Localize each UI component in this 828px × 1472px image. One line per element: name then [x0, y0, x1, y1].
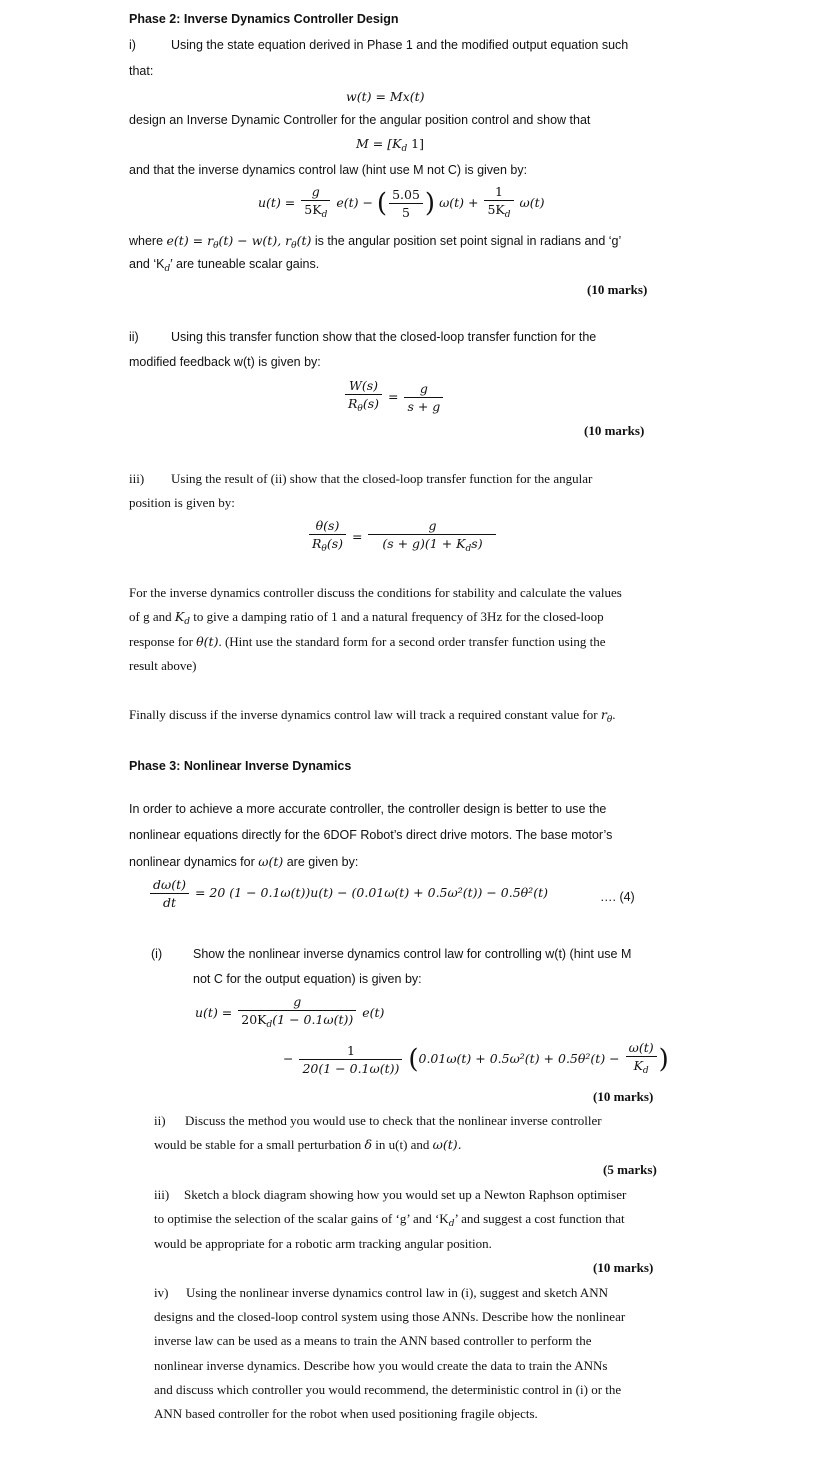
q3-para-line2: of g and $K_d$ to give a damping ratio of 1 and a natural frequency of 3Hz for the closed-loop: [129, 609, 604, 627]
control-law-equation: u(t) = $\frac{g}{5K_d}$ e(t) − ( $\frac{5.05}{5}$ ) ω(t) + $\frac{1}{5K_d}$ ω(t): [258, 184, 545, 220]
p3-qiii-number: iii): [154, 1187, 170, 1202]
phase3-intro-line3: nonlinear dynamics for ω(t) are given by:: [129, 854, 359, 869]
closed-loop-theta-equation: $\frac{\theta(s)}{R_\theta(s)}$ = $\frac{g}{(s + g)(1 + K_ds)}$: [307, 518, 498, 557]
q3-line2: position is given by:: [129, 495, 235, 510]
q3-para-line3: response for θ(t). (Hint use the standard form for a second order transfer function using the: [129, 634, 606, 649]
p3-qiv-line1: Using the nonlinear inverse dynamics control law in (i), suggest and sketch ANN: [186, 1285, 609, 1300]
p3-qiii-line3: would be appropriate for a robotic arm tracking angular position.: [154, 1236, 492, 1251]
p3-qii-line2: would be stable for a small perturbation δ in u(t) and ω(t).: [154, 1137, 462, 1152]
nonlinear-dynamics-equation: $\frac{d\omega(t)}{dt}$ = 20 (1 − 0.1ω(t))u(t) − (0.01ω(t) + 0.5ω²(t)) − 0.5θ²(t): [148, 877, 548, 910]
nonlinear-control-law-term2: − $\frac{1}{20(1 - 0.1\omega(t))}$ (0.01ω(t) + 0.5ω²(t) + 0.5θ²(t) − $\frac{\omega(t)}{K_d}$ ): [283, 1040, 669, 1076]
phase3-heading: Phase 3: Nonlinear Inverse Dynamics: [129, 759, 352, 773]
q2-line2: modified feedback w(t) is given by:: [129, 355, 321, 369]
p3-qi-line2: not C for the output equation) is given by:: [193, 972, 422, 986]
p3-qii-marks: (5 marks): [603, 1162, 657, 1177]
q2-number: ii): [129, 330, 139, 344]
q2-marks: (10 marks): [584, 423, 645, 438]
q1-where-line2: and ‘$K_d'$ are tuneable scalar gains.: [129, 257, 320, 274]
equation-m: $M = [K_d$ 1]: [356, 136, 425, 154]
q1-number: i): [129, 38, 136, 52]
p3-qiii-line1: Sketch a block diagram showing how you would set up a Newton Raphson optimiser: [184, 1187, 627, 1202]
p3-qi-marks: (10 marks): [593, 1089, 654, 1104]
q3-para-line1: For the inverse dynamics controller discuss the conditions for stability and calculate the values: [129, 585, 622, 600]
p3-qiv-line3: inverse law can be used as a means to train the ANN based controller to perform the: [154, 1333, 592, 1348]
q1-line2: design an Inverse Dynamic Controller for the angular position control and show that: [129, 113, 591, 127]
q3-para-line4: result above): [129, 658, 197, 673]
phase2-heading: Phase 2: Inverse Dynamics Controller Design: [129, 12, 399, 26]
p3-qiii-marks: (10 marks): [593, 1260, 654, 1275]
p3-qiv-line4: nonlinear inverse dynamics. Describe how you would create the data to train the ANNs: [154, 1358, 608, 1373]
q3-para-final: Finally discuss if the inverse dynamics control law will track a required constant value for $r_\theta$.: [129, 707, 616, 725]
closed-loop-w-equation: $\frac{W(s)}{R_\theta(s)}$ = $\frac{g}{s + g}$: [343, 378, 445, 417]
q1-where-line: where $e(t) = r_\theta(t) - w(t)$, $r_\theta(t)$ is the angular position set point signal in radians and ‘g’: [129, 233, 622, 251]
p3-qiv-line5: and discuss which controller you would recommend, the deterministic control in (i) or the: [154, 1382, 622, 1397]
q1-line1b: that:: [129, 64, 154, 78]
q1-marks: (10 marks): [587, 282, 648, 297]
p3-qii-number: ii): [154, 1113, 166, 1128]
phase3-intro-line2: nonlinear equations directly for the 6DOF Robot’s direct drive motors. The base motor’s: [129, 828, 613, 842]
phase3-intro-line1: In order to achieve a more accurate controller, the controller design is better to use the: [129, 802, 607, 816]
equation-4-tag: …. (4): [600, 890, 635, 904]
p3-qiii-line2: to optimise the selection of the scalar gains of ‘g’ and ‘$K_d$’ and suggest a cost function that: [154, 1211, 625, 1229]
p3-qiv-line6: ANN based controller for the robot when used positioning fragile objects.: [154, 1406, 538, 1421]
equation-w-mx: w(t) = Mx(t): [346, 89, 425, 104]
p3-qi-line1: Show the nonlinear inverse dynamics control law for controlling w(t) (hint use M: [193, 947, 632, 961]
nonlinear-control-law-term1: u(t) = $\frac{g}{20K_d(1 - 0.1\omega(t))}$ e(t): [195, 994, 385, 1030]
q1-line1: Using the state equation derived in Phase 1 and the modified output equation such: [171, 38, 629, 52]
q2-line1: Using this transfer function show that the closed-loop transfer function for the: [171, 330, 597, 344]
p3-qii-line1: Discuss the method you would use to check that the nonlinear inverse controller: [185, 1113, 602, 1128]
q3-line1: Using the result of (ii) show that the closed-loop transfer function for the angular: [171, 471, 593, 486]
q3-number: iii): [129, 471, 145, 486]
p3-qiv-number: iv): [154, 1285, 169, 1300]
q1-line3: and that the inverse dynamics control law (hint use M not C) is given by:: [129, 163, 528, 177]
p3-qi-number: (i): [151, 947, 163, 961]
p3-qiv-line2: designs and the closed-loop control system using those ANNs. Describe how the nonlinear: [154, 1309, 626, 1324]
